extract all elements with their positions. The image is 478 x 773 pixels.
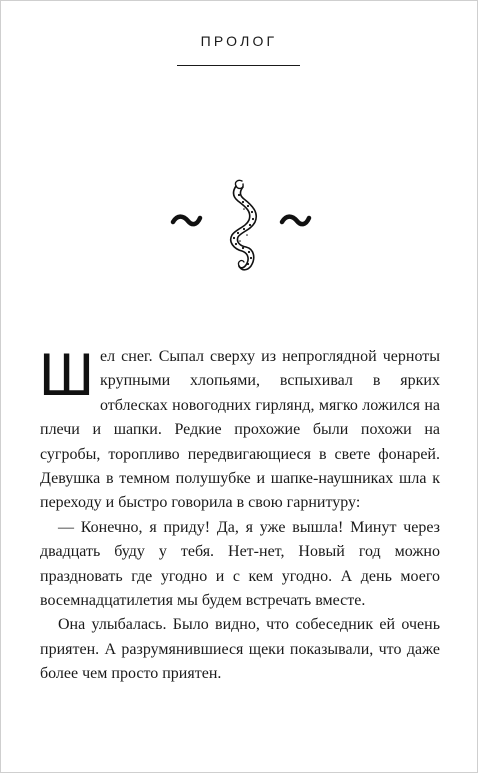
- paragraph-2: — Конечно, я приду! Да, я уже вышла! Минут через двадцать буду у тебя. Нет-нет, Новый год можно праздновать где угодно и с кем угодно. А день моего восемнадцатилетия мы будем встречать вместе.: [40, 518, 440, 610]
- prologue-text: [39, 341, 440, 687]
- paragraph-1-text: ел снег. Сыпал сверху из непроглядной черноты крупными хлопьями, вспыхивал в ярких отблесках новогодних гирлянд, мягко ложился на плечи и шапки. Редкие прохожие были похожи на сугробы, торопливо передвигающиеся в свете фонарей. Девушка в темном полушубке и шапке-наушниках шла к переходу и быстро говорила в свою гарнитуру:: [40, 348, 440, 512]
- title-underline: [177, 65, 300, 66]
- snake-icon: [231, 180, 257, 269]
- chapter-title: ПРОЛОГ: [200, 33, 278, 49]
- snake-ornament-icon: [166, 175, 316, 275]
- drop-cap: Ш: [39, 341, 94, 408]
- left-tilde-icon: [173, 217, 200, 225]
- paragraph-3: Она улыбалась. Было видно, что собеседник ей очень приятен. А разрумянившиеся щеки показывали, что даже более чем просто приятен.: [40, 616, 440, 683]
- right-tilde-icon: [282, 217, 309, 225]
- paragraph-1: [39, 341, 440, 516]
